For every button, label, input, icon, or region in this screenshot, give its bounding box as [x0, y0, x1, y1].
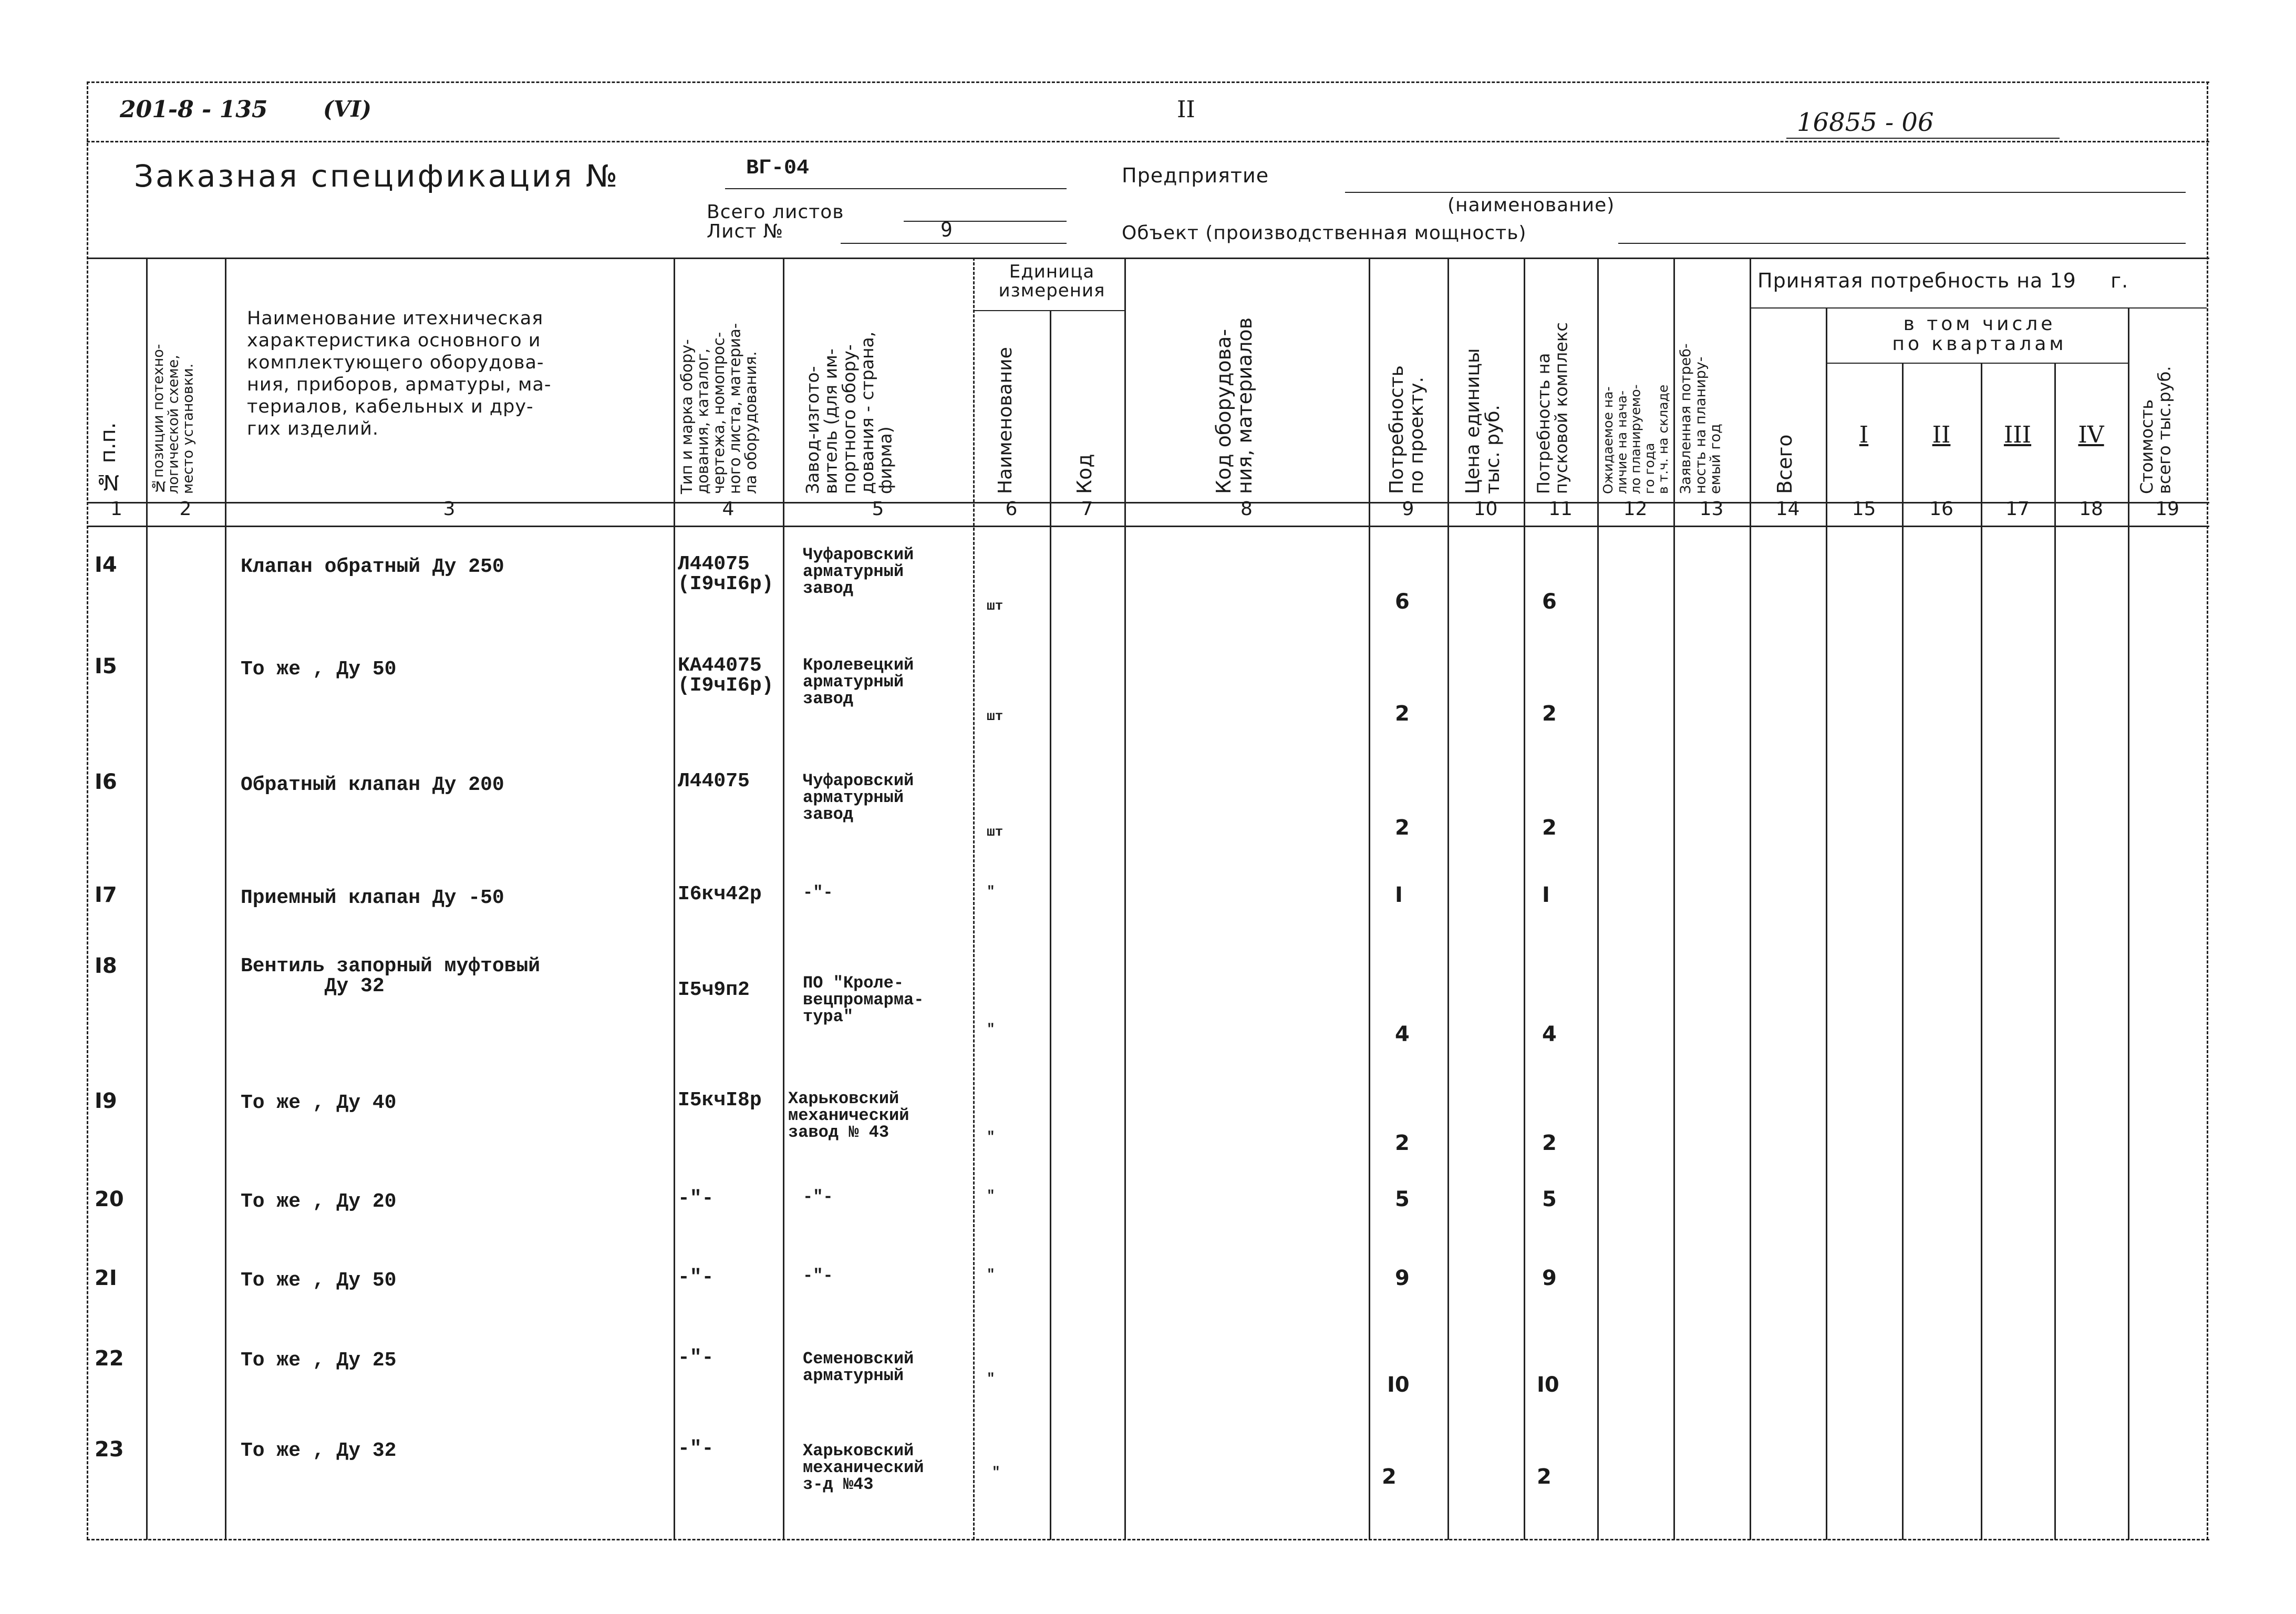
- item-unit: ": [987, 883, 995, 899]
- item-start: I: [1542, 883, 1550, 907]
- accepted-group-header: Принятая потребность на 19 г.: [1757, 269, 2129, 292]
- col-header-8: Код оборудова- ния, материалов: [1212, 317, 1256, 494]
- item-start: I0: [1537, 1373, 1559, 1397]
- col-number: 9: [1402, 498, 1414, 520]
- col-number: 8: [1240, 498, 1253, 520]
- sheet-label: Лист №: [707, 221, 784, 242]
- enterprise-label: Предприятие: [1122, 164, 1269, 187]
- name-caption: (наименование): [1447, 194, 1615, 216]
- item-start: 9: [1542, 1266, 1557, 1290]
- item-name: То же , Ду 32: [241, 1440, 397, 1462]
- col-number: 1: [110, 498, 122, 520]
- row-number: 2I: [95, 1266, 117, 1290]
- table-bottom-border: [87, 1539, 2209, 1540]
- item-unit: ": [987, 1021, 995, 1037]
- table-top-border: [87, 258, 2209, 259]
- col-number: 2: [179, 498, 192, 520]
- item-type: I5ч9п2: [678, 979, 750, 1001]
- col-number: 7: [1081, 498, 1093, 520]
- item-maker: Чуфаровский арматурный завод: [803, 545, 914, 598]
- item-need: I: [1395, 883, 1403, 907]
- left-border: [87, 81, 88, 1540]
- item-need: 2: [1395, 1131, 1410, 1155]
- item-name: Вентиль запорный муфтовый Ду 32: [241, 955, 541, 998]
- row-number: 20: [95, 1187, 124, 1211]
- col-header-5: Завод-изгото- витель (для им- портного обору- дования - страна, фирма): [802, 331, 896, 494]
- item-start: 2: [1542, 702, 1557, 726]
- item-start: 2: [1542, 816, 1557, 840]
- item-start: 2: [1542, 1131, 1557, 1155]
- col-sep-1: [146, 258, 148, 1540]
- item-unit: ": [987, 1129, 995, 1145]
- col-header-10: Цена единицы тыс. руб.: [1462, 348, 1504, 494]
- col-sep-17: [2054, 363, 2056, 1540]
- item-maker: Семеновский арматурный: [803, 1349, 914, 1385]
- row-number: 22: [95, 1346, 124, 1371]
- col-sep-9: [1447, 258, 1449, 1540]
- item-need: 2: [1382, 1465, 1397, 1489]
- col-sep-7: [1124, 258, 1126, 1540]
- sheet-value: 9: [940, 218, 953, 241]
- col-header-3: Наименование итехническая характеристика основного и комплектующего оборудова- ния, приборов, арматуры, ма- териалов, кабельных и дру- гих изделий.: [247, 308, 552, 439]
- col-header-11: Потребность на пусковой комплекс: [1534, 322, 1571, 494]
- row-number: 23: [95, 1437, 124, 1462]
- col-number: 6: [1005, 498, 1018, 520]
- item-unit: ": [987, 1267, 995, 1282]
- item-maker: ПО "Кроле- вецпромарма- тура": [803, 973, 924, 1026]
- item-maker: Харьковский механический завод № 43: [788, 1089, 909, 1142]
- item-type: I6кч42р: [678, 883, 762, 906]
- col-sep-8: [1369, 258, 1370, 1540]
- col-number: 4: [722, 498, 735, 520]
- object-label: Объект (производственная мощность): [1122, 222, 1527, 244]
- col-header-7: Код: [1073, 454, 1096, 494]
- archive-number: 16855 - 06: [1797, 108, 1934, 137]
- col-number: 3: [443, 498, 456, 520]
- item-need: 6: [1395, 590, 1410, 614]
- row-number: I6: [95, 770, 117, 794]
- quarters-group-header: в том числе по кварталам: [1892, 313, 2067, 355]
- item-start: 6: [1542, 590, 1557, 614]
- item-need: 2: [1395, 702, 1410, 726]
- col-sep-14: [1826, 307, 1827, 1540]
- page-number: II: [1177, 96, 1195, 123]
- col-number: 10: [1473, 498, 1498, 520]
- col-number: 16: [1929, 498, 1953, 520]
- col-number: 11: [1548, 498, 1573, 520]
- unit-group-header: Единица измерения: [998, 261, 1105, 301]
- item-start: 4: [1542, 1022, 1557, 1046]
- col-header-1: № п.п.: [96, 422, 120, 494]
- item-need: 9: [1395, 1266, 1410, 1290]
- col-sep-2: [225, 258, 226, 1540]
- top-border: [87, 81, 2209, 83]
- item-name: То же , Ду 50: [241, 1269, 397, 1292]
- col-header-19: Стоимость всего тыс.руб.: [2137, 366, 2175, 494]
- col-number: 18: [2079, 498, 2103, 520]
- item-maker: -"-: [803, 1187, 833, 1207]
- total-sheets-label: Всего листов: [707, 201, 844, 223]
- col-header-17: III: [2003, 422, 2032, 448]
- item-maker: -"-: [803, 883, 833, 902]
- row-number: I9: [95, 1089, 117, 1113]
- item-name: То же , Ду 25: [241, 1349, 397, 1372]
- item-maker: Кролевецкий арматурный завод: [803, 655, 914, 708]
- quarters-group-line: [1826, 363, 2128, 364]
- item-name: То же , Ду 20: [241, 1190, 397, 1213]
- item-maker: Чуфаровский арматурный завод: [803, 771, 914, 824]
- col-sep-11: [1597, 258, 1599, 1540]
- col-sep-4: [783, 258, 784, 1540]
- col-header-14: Всего: [1773, 434, 1796, 494]
- row-number: I4: [95, 553, 117, 577]
- col-sep-15: [1902, 363, 1904, 1540]
- unit-group-line: [973, 310, 1124, 311]
- col-sep-18: [2128, 307, 2129, 1540]
- item-start: 2: [1537, 1465, 1552, 1489]
- col-sep-10: [1524, 258, 1525, 1540]
- item-need: 2: [1395, 816, 1410, 840]
- col-sep-6: [1050, 310, 1051, 1540]
- col-sep-3: [674, 258, 675, 1540]
- col-header-4: Тип и марка обору- дования, каталог, чертежа, номопрос- ного листа, материа- ла оборудования.: [678, 323, 760, 494]
- item-need: I0: [1387, 1373, 1410, 1397]
- item-type: Л44075 (I9чI6р): [678, 553, 774, 595]
- item-unit: шт: [987, 598, 1004, 614]
- col-header-12: Ожидаемое на- личие на нача- ло планируемо- го года в т.ч. на складе: [1600, 384, 1671, 494]
- col-header-16: II: [1932, 422, 1951, 448]
- doc-part: (VI): [323, 96, 371, 122]
- item-unit: шт: [987, 824, 1004, 840]
- sheet-line: [841, 243, 1067, 244]
- spec-number-line: [725, 188, 1067, 189]
- col-number: 19: [2155, 498, 2179, 520]
- accepted-group-line: [1750, 307, 2207, 309]
- col-sep-13: [1750, 258, 1751, 1540]
- item-type: -"-: [678, 1266, 714, 1289]
- archive-underline: [1786, 138, 2060, 139]
- item-type: Л44075: [678, 770, 750, 793]
- col-number: 13: [1699, 498, 1724, 520]
- enterprise-line: [1345, 192, 2186, 193]
- item-type: -"-: [678, 1437, 714, 1460]
- col-sep-16: [1981, 363, 1982, 1540]
- total-sheets-line: [904, 221, 1067, 222]
- item-type: I5кчI8р: [678, 1089, 762, 1112]
- item-maker: -"-: [803, 1266, 833, 1286]
- item-unit: ": [992, 1464, 1000, 1480]
- doc-code: 201-8 - 135: [120, 96, 268, 123]
- spec-title: Заказная спецификация №: [134, 158, 620, 194]
- spec-number: ВГ-04: [746, 157, 810, 180]
- item-maker: Харьковский механический з-д №43: [803, 1441, 924, 1494]
- item-type: -"-: [678, 1187, 714, 1210]
- item-type: -"-: [678, 1346, 714, 1369]
- col-header-9: Потребность по проекту.: [1386, 365, 1428, 494]
- item-unit: ": [987, 1371, 995, 1386]
- item-name: Приемный клапан Ду -50: [241, 887, 504, 909]
- item-unit: ": [987, 1188, 995, 1204]
- item-start: 5: [1542, 1187, 1557, 1211]
- row-number: I7: [95, 883, 117, 907]
- item-type: КА44075 (I9чI6р): [678, 654, 774, 697]
- col-sep-12: [1673, 258, 1675, 1540]
- item-unit: шт: [987, 708, 1004, 724]
- col-header-2: №позиции потехно- логической схеме, место установки.: [150, 344, 196, 494]
- col-header-6: Наименование: [995, 347, 1016, 494]
- row-number: I8: [95, 954, 117, 978]
- item-need: 5: [1395, 1187, 1410, 1211]
- item-name: Обратный клапан Ду 200: [241, 774, 504, 796]
- row-number: I5: [95, 654, 117, 679]
- col-sep-5: [973, 258, 975, 1540]
- item-need: 4: [1395, 1022, 1410, 1046]
- item-name: То же , Ду 40: [241, 1092, 397, 1114]
- col-number: 14: [1775, 498, 1800, 520]
- col-number: 5: [872, 498, 884, 520]
- col-header-13: Заявленная потреб- ность на планиру- емый год: [1678, 343, 1724, 494]
- col-number: 17: [2005, 498, 2030, 520]
- col-number: 15: [1852, 498, 1876, 520]
- item-name: Клапан обратный Ду 250: [241, 556, 504, 578]
- item-name: То же , Ду 50: [241, 658, 397, 681]
- col-header-15: I: [1859, 422, 1869, 448]
- right-border: [2207, 81, 2208, 1540]
- column-number-border: [87, 526, 2209, 527]
- col-number: 12: [1623, 498, 1648, 520]
- col-header-18: IV: [2078, 422, 2104, 448]
- top-bar-divider: [87, 141, 2209, 142]
- object-line: [1618, 243, 2186, 244]
